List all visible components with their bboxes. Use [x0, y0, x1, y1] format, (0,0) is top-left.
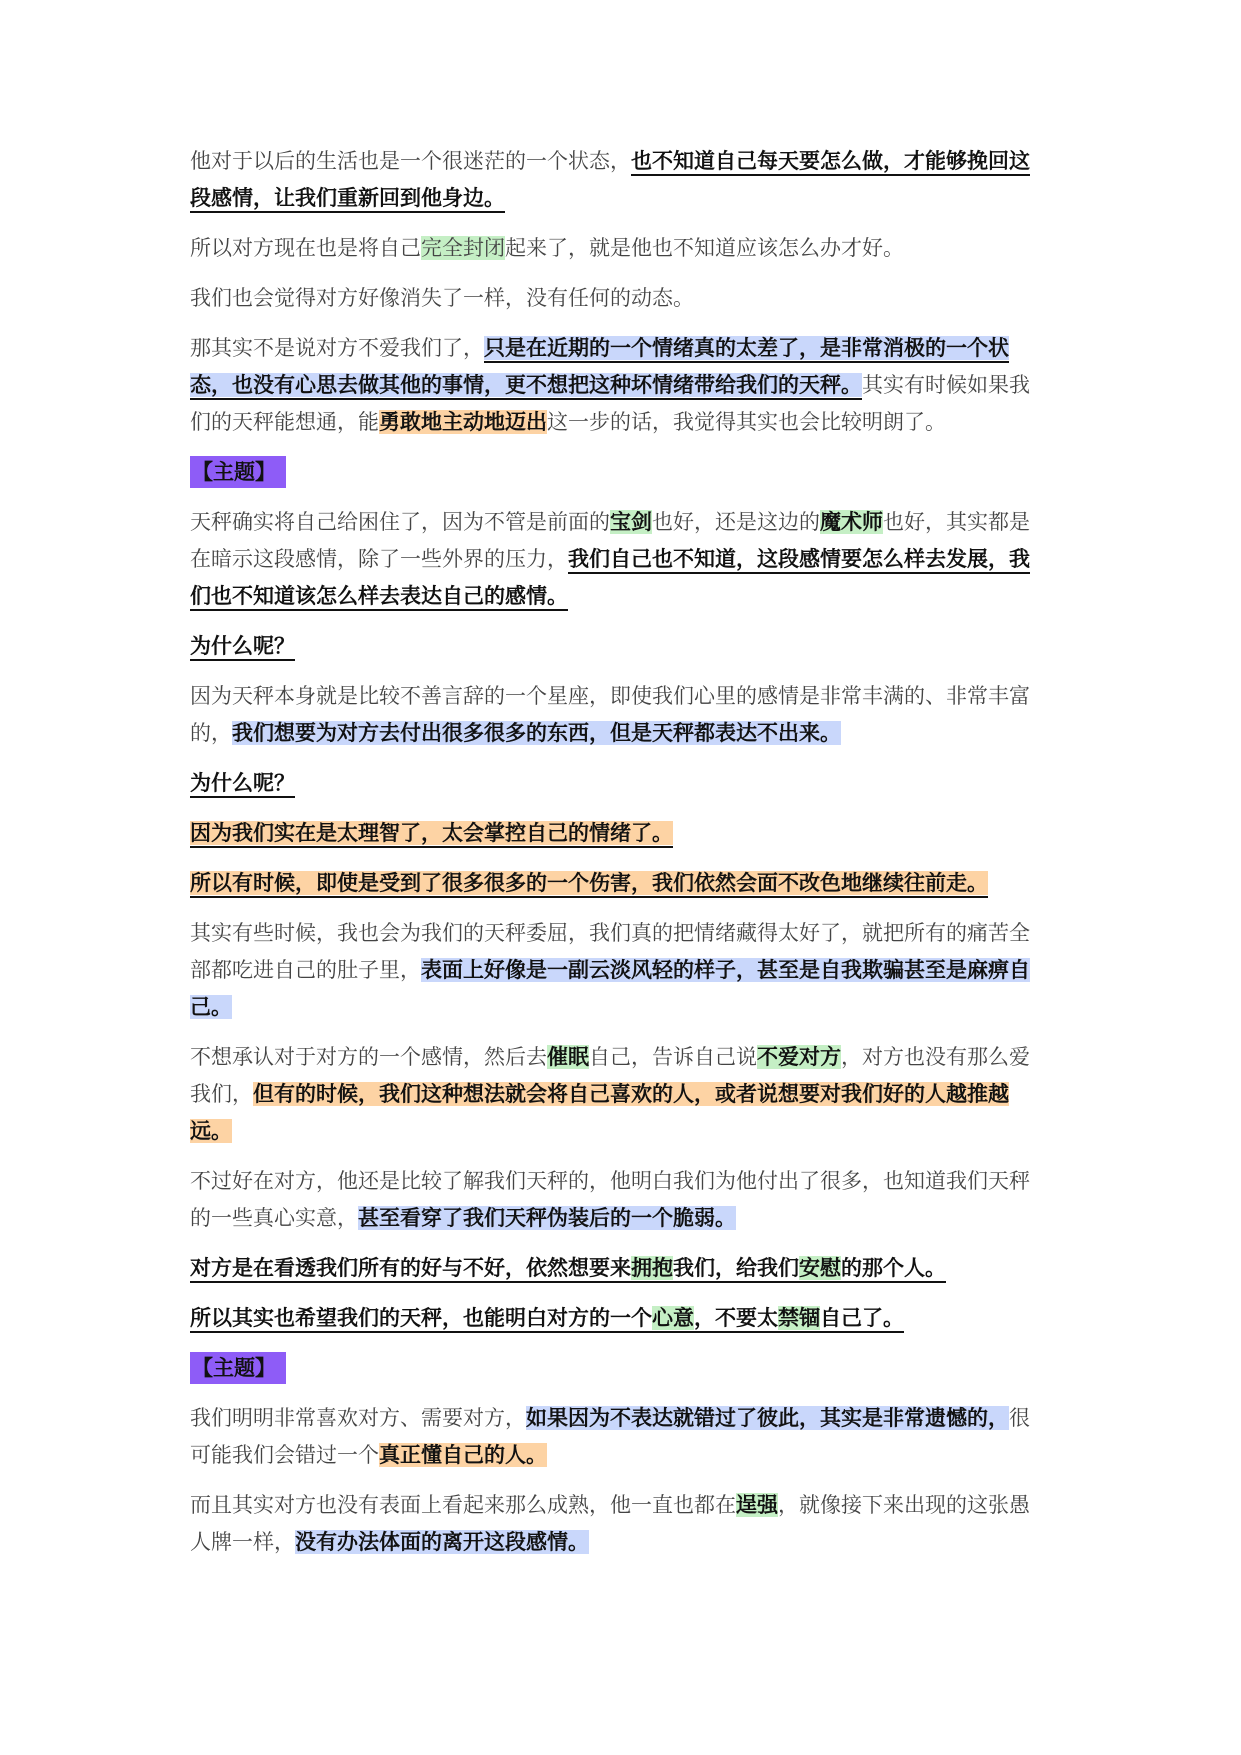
section-tag-label: 【主题】: [190, 1352, 286, 1384]
paragraph: [190, 915, 1050, 1026]
text-segment: ，对方也没有那么爱我们，: [190, 1045, 1030, 1106]
paragraph: [190, 678, 1050, 752]
emphasized-text: 为什么呢？: [190, 634, 295, 658]
paragraph: [190, 865, 1050, 902]
highlighted-text: 宝剑: [610, 510, 652, 534]
highlighted-text: 真正懂自己的人。: [379, 1443, 547, 1467]
highlighted-text: 魔术师: [820, 510, 883, 534]
emphasized-text: 对方是在看透我们所有的好与不好，依然想要来: [190, 1256, 631, 1280]
paragraph: [190, 330, 1050, 441]
paragraph: [190, 504, 1050, 615]
paragraph: [190, 815, 1050, 852]
text-segment: 因为天秤本身就是比较不善言辞的一个星座，即使我们心里的感情是非常丰满的、非常丰富的，: [190, 684, 1030, 745]
text-segment: 起来了，就是他也不知道应该怎么办才好。: [505, 236, 904, 260]
emphasized-text: 为什么呢？: [190, 771, 295, 795]
text-segment: 他对于以后的生活也是一个很迷茫的一个状态，: [190, 149, 631, 173]
highlighted-text: 没有办法体面的离开这段感情。: [295, 1530, 589, 1554]
paragraph: [190, 1163, 1050, 1237]
text-segment: 那其实不是说对方不爱我们了，: [190, 336, 484, 360]
emphasized-text: ，不要太: [694, 1306, 778, 1330]
paragraph: [190, 1039, 1050, 1150]
text-segment: 这一步的话，我觉得其实也会比较明朗了。: [547, 410, 946, 434]
paragraph: [190, 1300, 1050, 1337]
highlighted-text: 勇敢地主动地迈出: [379, 410, 547, 434]
text-segment: 其实有时候如果我们的天秤能想通，能: [190, 373, 1030, 434]
emphasized-text: 也不知道自己每天要怎么做，才能够挽回这段感情，让我们重新回到他身边。: [190, 149, 1030, 210]
highlighted-text: 所以有时候，即使是受到了很多很多的一个伤害，我们依然会面不改色地继续往前走。: [190, 871, 988, 895]
paragraph: [190, 1487, 1050, 1561]
paragraph: [190, 1250, 1050, 1287]
section-tag: [190, 454, 1050, 491]
highlighted-text: 我们想要为对方去付出很多很多的东西，但是天秤都表达不出来。: [232, 721, 841, 745]
highlighted-text: 拥抱: [631, 1256, 673, 1280]
text-segment: 而且其实对方也没有表面上看起来那么成熟，他一直也都在: [190, 1493, 736, 1517]
highlighted-text: 不爱对方: [757, 1045, 841, 1069]
highlighted-text: 但有的时候，我们这种想法就会将自己喜欢的人，或者说想要对我们好的人越推越远。: [190, 1082, 1009, 1143]
highlighted-text: 表面上好像是一副云淡风轻的样子，甚至是自我欺骗甚至是麻痹自己。: [190, 958, 1030, 1019]
text-segment: 其实有些时候，我也会为我们的天秤委屈，我们真的把情绪藏得太好了，就把所有的痛苦全部都吃进自己的肚子里，: [190, 921, 1030, 982]
highlighted-text: 如果因为不表达就错过了彼此，其实是非常遗憾的，: [526, 1406, 1009, 1430]
text-segment: 也好，还是这边的: [652, 510, 820, 534]
highlighted-text: 禁锢: [778, 1306, 820, 1330]
highlighted-text: 甚至看穿了我们天秤伪装后的一个脆弱。: [358, 1206, 736, 1230]
text-segment: 不想承认对于对方的一个感情，然后去: [190, 1045, 547, 1069]
highlighted-text: 完全封闭: [421, 236, 505, 260]
emphasized-text: 自己了。: [820, 1306, 904, 1330]
emphasized-text: 我们，给我们: [673, 1256, 799, 1280]
text-segment: 天秤确实将自己给困住了，因为不管是前面的: [190, 510, 610, 534]
text-segment: ，就像接下来出现的这张愚人牌一样，: [190, 1493, 1030, 1554]
document-page: [190, 143, 1050, 1574]
highlighted-text: 只是在近期的一个情绪真的太差了，是非常消极的一个状态，也没有心思去做其他的事情，更不想把这种坏情绪带给我们的天秤。: [190, 336, 1009, 397]
text-segment: 我们也会觉得对方好像消失了一样，没有任何的动态。: [190, 286, 694, 310]
highlighted-text: 逞强: [736, 1493, 778, 1517]
paragraph: [190, 1400, 1050, 1474]
paragraph: [190, 230, 1050, 267]
text-segment: 我们明明非常喜欢对方、需要对方，: [190, 1406, 526, 1430]
section-tag-label: 【主题】: [190, 456, 286, 488]
text-segment: 所以对方现在也是将自己: [190, 236, 421, 260]
paragraph: [190, 628, 1050, 665]
highlighted-text: 安慰: [799, 1256, 841, 1280]
emphasized-text: 所以其实也希望我们的天秤，也能明白对方的一个: [190, 1306, 652, 1330]
text-segment: 不过好在对方，他还是比较了解我们天秤的，他明白我们为他付出了很多，也知道我们天秤的一些真心实意，: [190, 1169, 1030, 1230]
emphasized-text: 我们自己也不知道，这段感情要怎么样去发展，我们也不知道该怎么样去表达自己的感情。: [190, 547, 1030, 608]
highlighted-text: 心意: [652, 1306, 694, 1330]
section-tag: [190, 1350, 1050, 1387]
text-segment: 也好，其实都是在暗示这段感情，除了一些外界的压力，: [190, 510, 1030, 571]
highlighted-text: 因为我们实在是太理智了，太会掌控自己的情绪了。: [190, 821, 673, 845]
paragraph: [190, 143, 1050, 217]
paragraph: [190, 765, 1050, 802]
emphasized-text: 的那个人。: [841, 1256, 946, 1280]
text-segment: 自己，告诉自己说: [589, 1045, 757, 1069]
highlighted-text: 催眠: [547, 1045, 589, 1069]
text-segment: 很可能我们会错过一个: [190, 1406, 1030, 1467]
paragraph: [190, 280, 1050, 317]
